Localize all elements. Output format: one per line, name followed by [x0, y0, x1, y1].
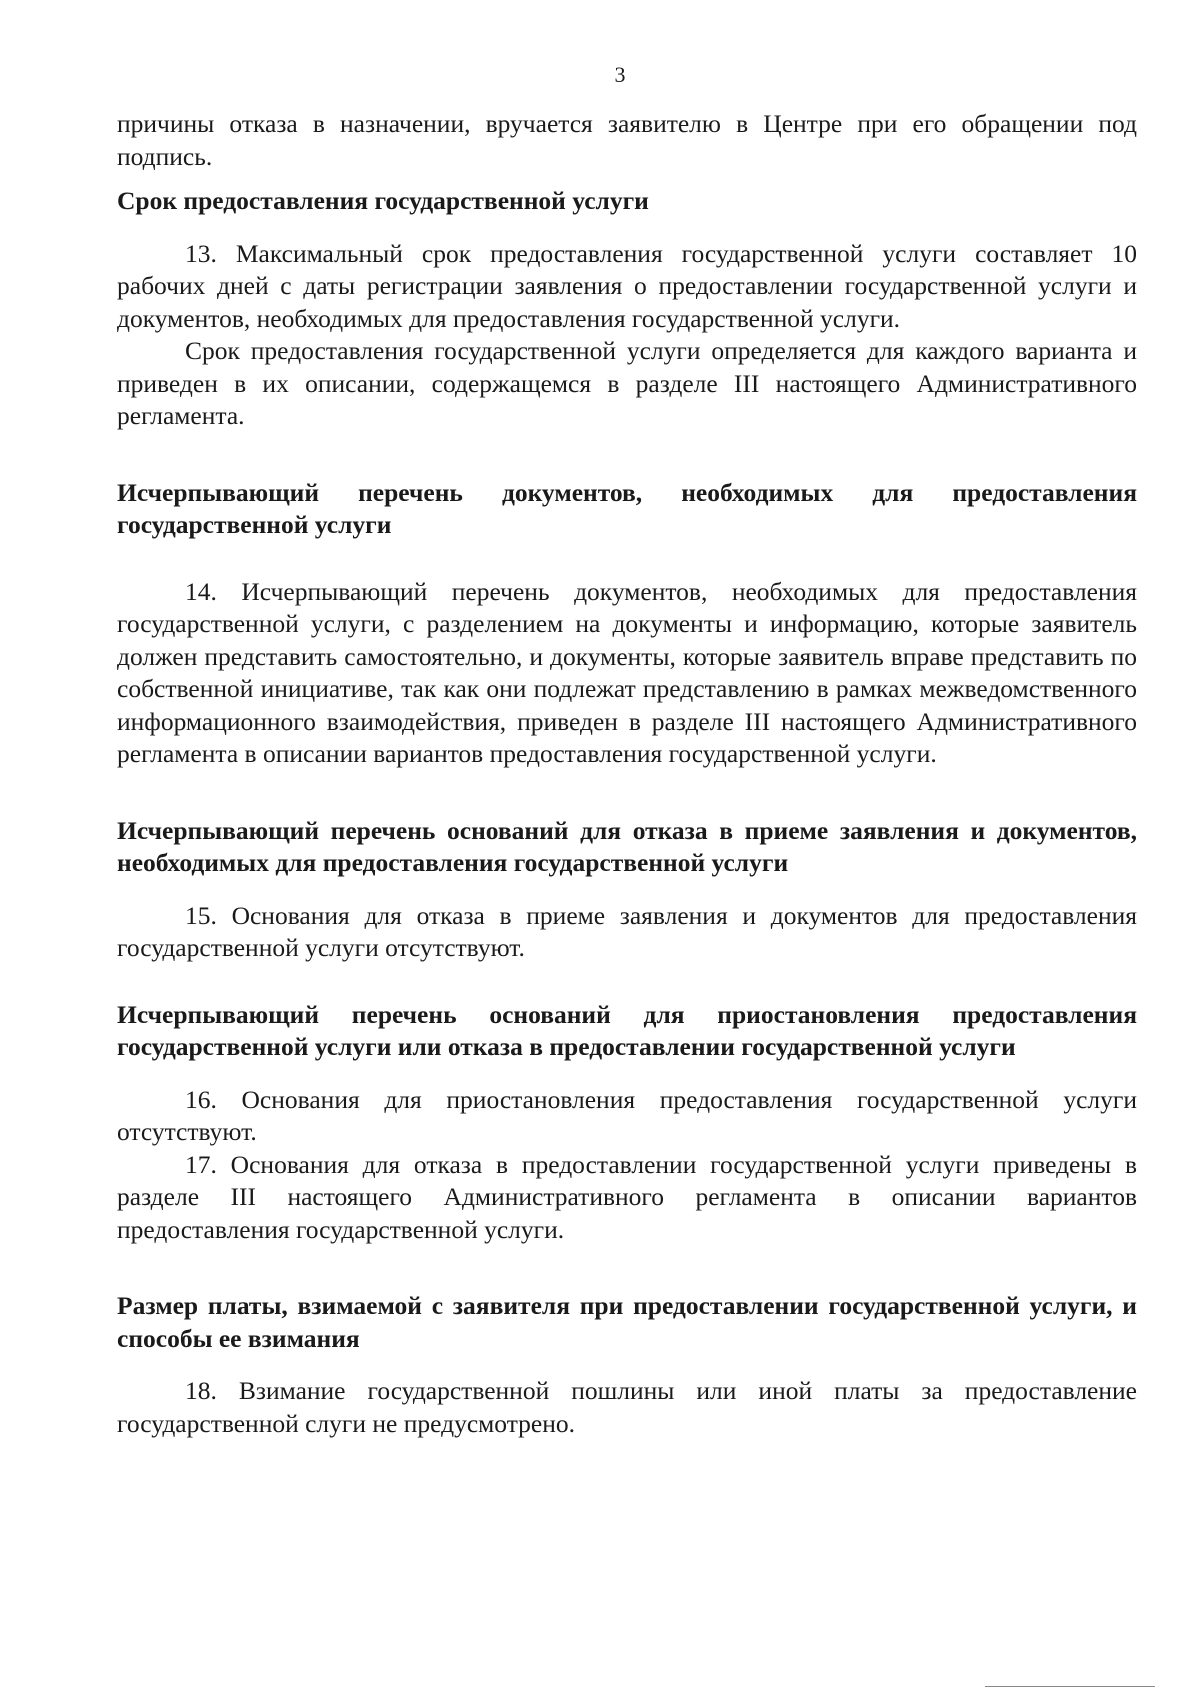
paragraph-15: 15. Основания для отказа в приеме заявления и документов для предоставления государственной услуги отсутствуют.: [117, 900, 1137, 962]
paragraph-intro: причины отказа в назначении, вручается заявителю в Центре при его обращении под подпись.: [117, 109, 1137, 171]
page-number: 3: [614, 62, 626, 87]
section-heading-refusal-acceptance: Исчерпывающий перечень оснований для отказа в приеме заявления и документов, необходимых для предоставления государственной услуги: [117, 815, 1137, 877]
section-heading-suspension: Исчерпывающий перечень оснований для приостановления предоставления государственной услуги или отказа в предоставлении государственной услуги: [117, 999, 1137, 1061]
paragraph-13: 13. Максимальный срок предоставления государственной услуги составляет 10 рабочих дней с даты регистрации заявления о предоставлении государственной услуги и документов, необходимых для предоставления государственной услуги.: [117, 238, 1137, 333]
section-heading-srok: Срок предоставления государственной услуги: [117, 186, 649, 215]
paragraph-13-continued: Срок предоставления государственной услуги определяется для каждого варианта и приведен в их описании, содержащемся в разделе III настоящего Административного регламента.: [117, 336, 1137, 430]
paragraph-14: 14. Исчерпывающий перечень документов, необходимых для предоставления государственной услуги, с разделением на документы и информацию, которые заявитель должен представить самостоятельно, и документы, которые заявитель вправе представить по собственной инициативе, так как они подлежат представлению в рамках межведомственного информационного взаимодействия, приведен в разделе III настоящего Административного регламента в описании вариантов предоставления государственной услуги.: [117, 576, 1137, 768]
paragraph-17: 17. Основания для отказа в предоставлении государственной услуги приведены в разделе III настоящего Административного регламента в описании вариантов предоставления государственной услуги.: [117, 1149, 1137, 1244]
document-body: [117, 108, 1137, 1440]
section-heading-documents-list: Исчерпывающий перечень документов, необходимых для предоставления государственной услуги: [117, 477, 1137, 539]
section-heading-fee: Размер платы, взимаемой с заявителя при предоставлении государственной услуги, и способы ее взимания: [117, 1291, 1137, 1353]
paragraph-16: 16. Основания для приостановления предоставления государственной услуги отсутствуют.: [117, 1084, 1137, 1146]
footer-rule: [985, 1686, 1155, 1687]
paragraph-18: 18. Взимание государственной пошлины или иной платы за предоставление государственной слуги не предусмотрено.: [117, 1376, 1137, 1438]
